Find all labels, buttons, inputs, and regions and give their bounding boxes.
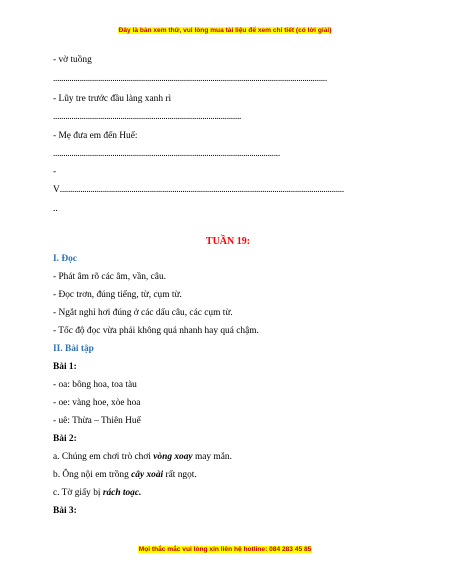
list-item: - Tốc độ đọc vừa phải không quá nhanh hay quá chậm.: [53, 326, 259, 336]
answer-line: -: [53, 167, 57, 177]
list-item: a. Chúng em chơi trò chơi vòng xoay may mắn.: [53, 452, 232, 462]
list-item: - Đọc trơn, đúng tiếng, từ, cụm từ.: [53, 290, 182, 300]
list-item: - Ngắt nghỉ hơi đúng ở các dấu câu, các cụm từ.: [53, 308, 233, 318]
section-heading-exercises: II. Bài tập: [53, 344, 94, 354]
answer-line: - Mẹ đưa em đến Huế:: [53, 131, 138, 141]
list-item: - uê: Thừa – Thiên Huế: [53, 416, 141, 426]
hotline-banner: Mọi thắc mắc vui lòng xin liên hệ hotline: 084 283 45 85: [138, 546, 312, 553]
answer-line: - Lũy tre trước đầu làng xanh rì: [53, 94, 172, 104]
exercise-title: Bài 1:: [53, 362, 77, 372]
week-title: TUẦN 19:: [205, 236, 251, 247]
section-heading-reading: I. Đọc: [53, 254, 77, 264]
list-item: b. Ông nội em trồng cây xoài rất ngọt.: [53, 470, 197, 480]
list-item: - oe: vàng hoe, xòe hoa: [53, 398, 141, 408]
answer-line: V...........................................................................................................................................: [53, 185, 344, 195]
list-item: c. Tờ giấy bị rách toạc.: [53, 488, 142, 498]
dotted-line: ............................................................................................: [53, 112, 242, 122]
dotted-line: ......................................................................................................................................: [53, 74, 327, 84]
answer-line: ..: [53, 204, 58, 214]
dotted-line: ...............................................................................................................: [53, 149, 280, 159]
list-item: - Phát âm rõ các âm, vần, câu.: [53, 272, 166, 282]
answer-line: - vờ tuồng: [53, 55, 92, 65]
preview-banner: Đây là bản xem thử, vui lòng mua tài liệu để xem chi tiết (có lời giải): [118, 27, 332, 34]
list-item: - oa: bông hoa, toa tàu: [53, 380, 137, 390]
exercise-title: Bài 3:: [53, 506, 77, 516]
exercise-title: Bài 2:: [53, 434, 77, 444]
